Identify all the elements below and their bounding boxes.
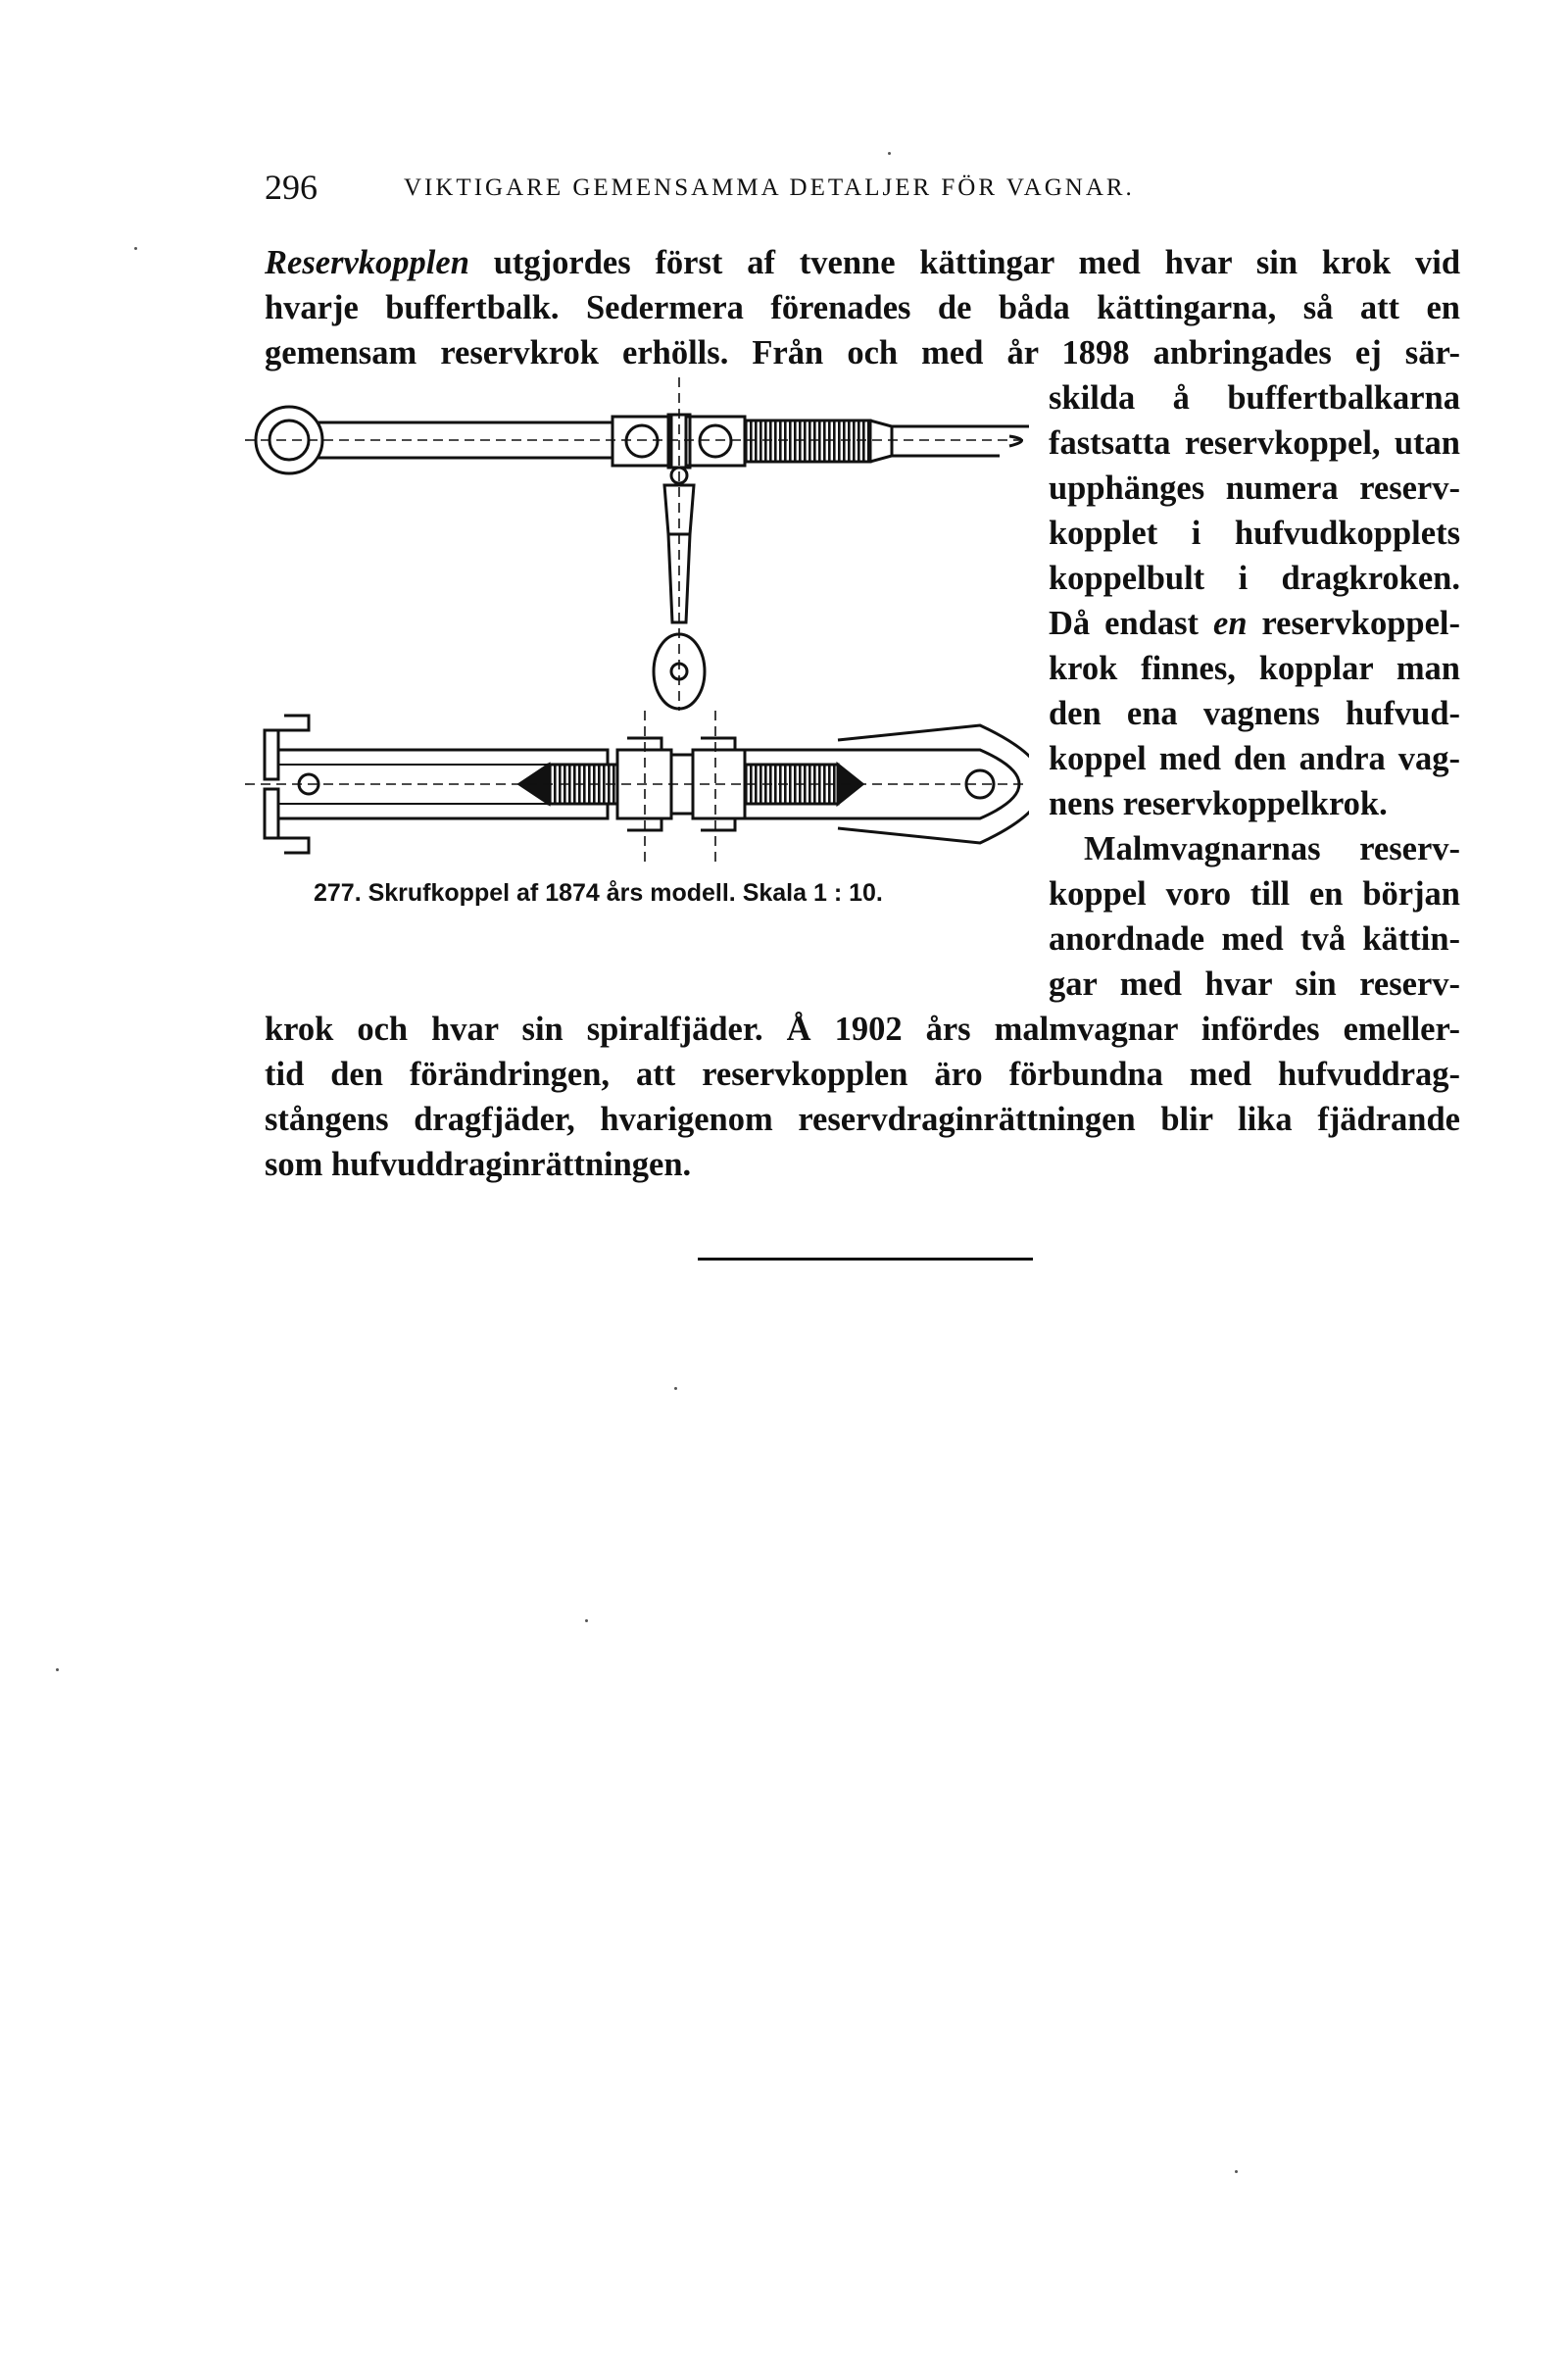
running-head-title: VIKTIGARE GEMENSAMMA DETALJER FÖR VAGNAR. — [404, 174, 1135, 201]
running-header — [265, 167, 1480, 216]
column-line-4: kopplet i hufvudkopplets — [1049, 515, 1460, 552]
body-line-b4: som hufvuddraginrättningen. — [265, 1146, 692, 1183]
section-rule — [698, 1258, 1033, 1261]
emphasis-en: en — [1213, 605, 1248, 642]
body-line-b3: stångens dragfjäder, hvarigenom reservdraginrättningen blir lika fjädrande — [265, 1101, 1460, 1138]
scan-speck — [1235, 2170, 1238, 2173]
scan-speck — [888, 152, 891, 155]
column-line-13: anordnade med två kättin- — [1049, 920, 1460, 958]
scan-speck — [134, 247, 137, 250]
scan-speck — [674, 1387, 677, 1390]
column-line-7: krok finnes, kopplar man — [1049, 650, 1460, 687]
column-line-5: koppelbult i dragkroken. — [1049, 560, 1460, 597]
page-number: 296 — [265, 168, 318, 207]
column-line-1: skilda å buffertbalkarna — [1049, 379, 1460, 417]
body-line-2: hvarje buffertbalk. Sedermera förenades de båda kättingarna, så att en — [265, 289, 1460, 326]
top-view — [256, 407, 1029, 709]
screw-coupling-drawing — [225, 377, 1029, 916]
column-line-2: fastsatta reservkoppel, utan — [1049, 424, 1460, 462]
body-line-b2: tid den förändringen, att reservkopplen äro förbundna med hufvuddrag- — [265, 1056, 1460, 1093]
column-line-11: Malmvagnarnas reserv- — [1084, 830, 1460, 867]
column-line-6: Då endast en reservkoppel- — [1049, 605, 1460, 642]
column-line-3: upphänges numera reserv- — [1049, 470, 1460, 507]
body-line-b1: krok och hvar sin spiralfjäder. Å 1902 års malmvagnar infördes emeller- — [265, 1011, 1460, 1048]
column-line-9: koppel med den andra vag- — [1049, 740, 1460, 777]
body-line-1: Reservkopplen utgjordes först af tvenne kättingar med hvar sin krok vid — [265, 244, 1461, 281]
column-line-14: gar med hvar sin reserv- — [1049, 965, 1460, 1003]
column-line-8: den ena vagnens hufvud- — [1049, 695, 1460, 732]
figure-screw-coupling — [225, 377, 1029, 916]
scan-speck — [585, 1619, 588, 1622]
body-line-3: gemensam reservkrok erhölls. Från och med år 1898 anbringades ej sär- — [265, 334, 1460, 371]
column-line-12: koppel voro till en början — [1049, 875, 1460, 913]
figure-caption: 277. Skrufkoppel af 1874 års modell. Skala 1 : 10. — [314, 879, 883, 907]
term-reservkopplen: Reservkopplen — [265, 244, 469, 281]
scan-speck — [56, 1668, 59, 1671]
column-line-10: nens reservkoppelkrok. — [1049, 785, 1388, 822]
